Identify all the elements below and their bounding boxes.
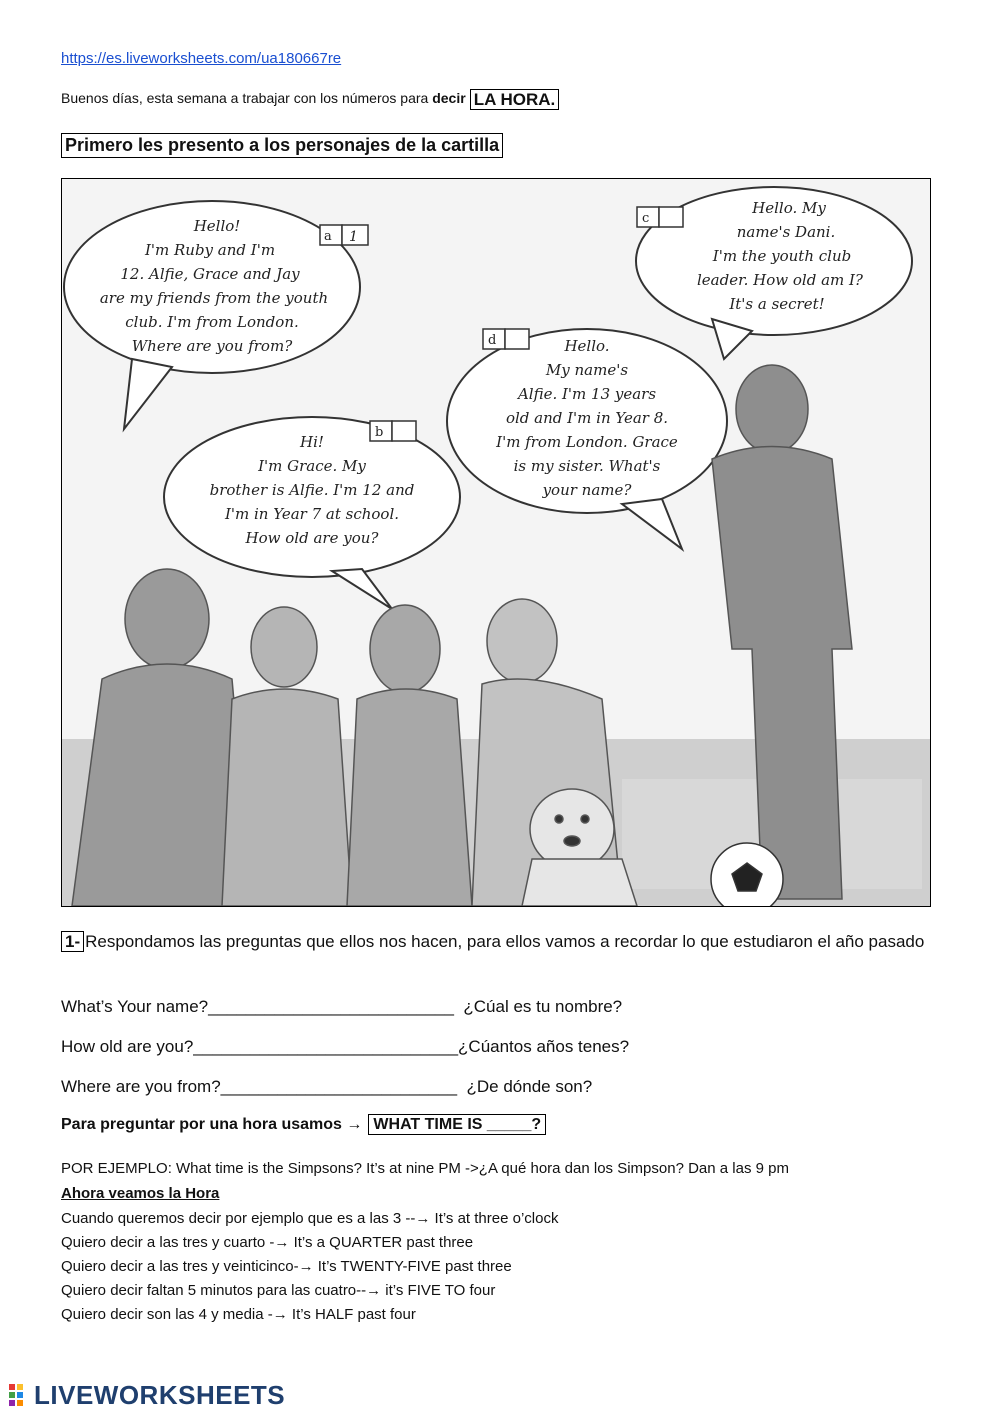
bubble-b-line: How old are you?	[245, 529, 379, 547]
time-line: Quiero decir faltan 5 minutos para las cuatro--→ it’s FIVE TO four	[61, 1282, 496, 1299]
question-es: ¿Cúal es tu nombre?	[463, 997, 623, 1016]
bubble-c-line: I'm the youth club	[712, 247, 852, 265]
bubble-d-line: is my sister. What's	[513, 457, 661, 475]
example-line: POR EJEMPLO: What time is the Simpsons? It’s at nine PM ->¿A qué hora dan los Simpson? Dan a las 9 pm	[61, 1160, 789, 1177]
bubble-d-line: I'm from London. Grace	[496, 433, 678, 451]
bubble-a-line: are my friends from the youth	[99, 289, 329, 307]
intro-title: Primero les presento a los personajes de la cartilla	[61, 133, 503, 158]
soccer-ball	[711, 843, 783, 906]
question-es: ¿De dónde son?	[466, 1077, 593, 1096]
bubble-d-line: old and I'm in Year 8.	[505, 409, 669, 427]
ask-time-text: Para preguntar por una hora usamos	[61, 1116, 347, 1133]
section-heading: Ahora veamos la Hora	[61, 1185, 220, 1202]
bubble-b-line: brother is Alfie. I'm 12 and	[209, 481, 415, 499]
time-line: Quiero decir a las tres y veinticinco-→ It’s TWENTY-FIVE past three	[61, 1258, 512, 1275]
time-line: Quiero decir a las tres y cuarto -→ It’s a QUARTER past three	[61, 1234, 474, 1251]
bubble-b-line: Hi!	[300, 433, 324, 451]
liveworksheets-logo	[8, 1380, 285, 1411]
bubble-a-line: Where are you from?	[131, 337, 293, 355]
bubble-b-label: b	[375, 425, 384, 440]
question-en: How old are you?____________________________	[61, 1037, 459, 1056]
worksheet-link[interactable]: https://es.liveworksheets.com/ua180667re	[61, 50, 342, 67]
what-time-box: WHAT TIME IS _____?	[368, 1114, 546, 1135]
greeting-text: Buenos días, esta semana a trabajar con los números para	[61, 90, 433, 106]
bubble-c-line: It's a secret!	[729, 295, 825, 313]
greeting	[61, 88, 559, 108]
question-en: What’s Your name?__________________________	[61, 997, 454, 1016]
bubble-a-line: I'm Ruby and I'm	[144, 241, 276, 259]
bubble-d-line: Alfie. I'm 13 years	[517, 385, 657, 403]
bubble-a-line: 12. Alfie, Grace and Jay	[120, 265, 300, 283]
question-age	[61, 1037, 629, 1057]
bubble-d-line: Hello.	[564, 337, 610, 355]
bubble-d-label: d	[488, 333, 497, 348]
bubble-a-answer: 1	[349, 229, 358, 245]
bubble-d-line: your name?	[542, 481, 632, 499]
bubble-b-line: I'm Grace. My	[258, 457, 366, 475]
bubble-c-line: leader. How old am I?	[697, 271, 863, 289]
exercise-text: Respondamos las preguntas que ellos nos hacen, para ellos vamos a recordar lo que estudiaron el año pasado	[85, 932, 925, 951]
question-name	[61, 997, 622, 1017]
greeting-bold: decir	[432, 90, 466, 106]
time-line: Cuando queremos decir por ejemplo que es a las 3 --→ It’s at three o’clock	[61, 1210, 559, 1227]
time-line: Quiero decir son las 4 y media -→ It’s HALF past four	[61, 1306, 416, 1323]
exercise-number: 1-	[61, 931, 84, 952]
question-es: ¿Cúantos años tenes?	[458, 1037, 630, 1056]
bubble-c-line: Hello. My	[752, 199, 826, 217]
arrow-icon: →	[346, 1116, 363, 1133]
ask-time-line	[61, 1116, 546, 1134]
question-en: Where are you from?_________________________	[61, 1077, 458, 1096]
footer-brand: LIVEWORKSHEETS	[34, 1380, 286, 1410]
bubble-a-label: a	[324, 229, 332, 244]
bubble-d-line: My name's	[545, 361, 629, 379]
bubble-b-line: I'm in Year 7 at school.	[224, 505, 400, 523]
question-from	[61, 1077, 592, 1097]
la-hora-box: LA HORA.	[470, 89, 560, 110]
characters-illustration	[61, 178, 931, 907]
bubble-c-line: name's Dani.	[736, 223, 836, 241]
liveworksheets-mark-icon	[8, 1383, 32, 1407]
bubble-a-line: club. I'm from London.	[125, 313, 299, 331]
exercise-instruction	[61, 928, 936, 956]
bubble-a-line: Hello!	[193, 217, 241, 235]
bubble-c-label: c	[642, 211, 650, 226]
